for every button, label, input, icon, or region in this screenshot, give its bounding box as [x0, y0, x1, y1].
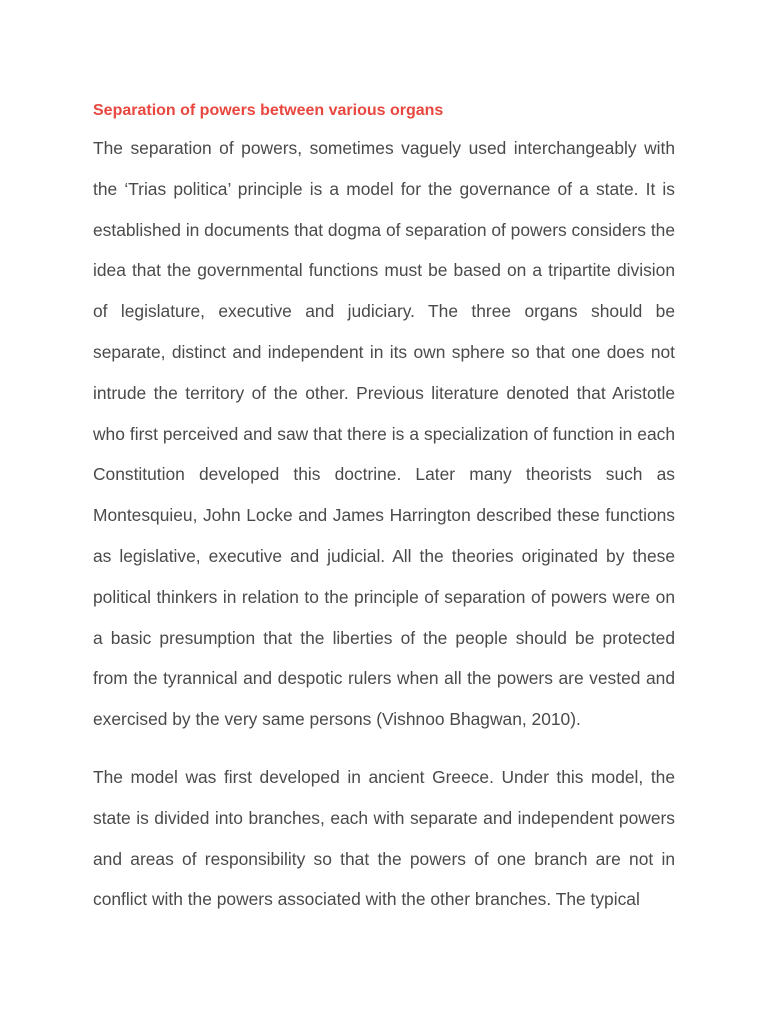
- section-heading: Separation of powers between various organs: [93, 102, 444, 119]
- body-paragraph-2: The model was first developed in ancient Greece. Under this model, the state is divided into branches, each with separate and independent powers and areas of responsibility so that the powers of one branch are not in conflict with the powers associated with the other branches. The typical: [93, 766, 675, 910]
- document-page: [93, 96, 675, 920]
- body-paragraph-1: The separation of powers, sometimes vaguely used interchangeably with the ‘Trias politica’ principle is a model for the governance of a state. It is established in documents that dogma of separation of powers considers the idea that the governmental functions must be based on a tripartite division of legislature, executive and judiciary. The three organs should be separate, distinct and independent in its own sphere so that one does not intrude the territory of the other. Previous literature denoted that Aristotle who first perceived and saw that there is a specialization of function in each Constitution developed this doctrine. Later many theorists such as Montesquieu, John Locke and James Harrington described these functions as legislative, executive and judicial. All the theories originated by these political thinkers in relation to the principle of separation of powers were on a basic presumption that the liberties of the people should be protected from the tyrannical and despotic rulers when all the powers are vested and exercised by the very same persons (Vishnoo Bhagwan, 2010).: [93, 138, 675, 730]
